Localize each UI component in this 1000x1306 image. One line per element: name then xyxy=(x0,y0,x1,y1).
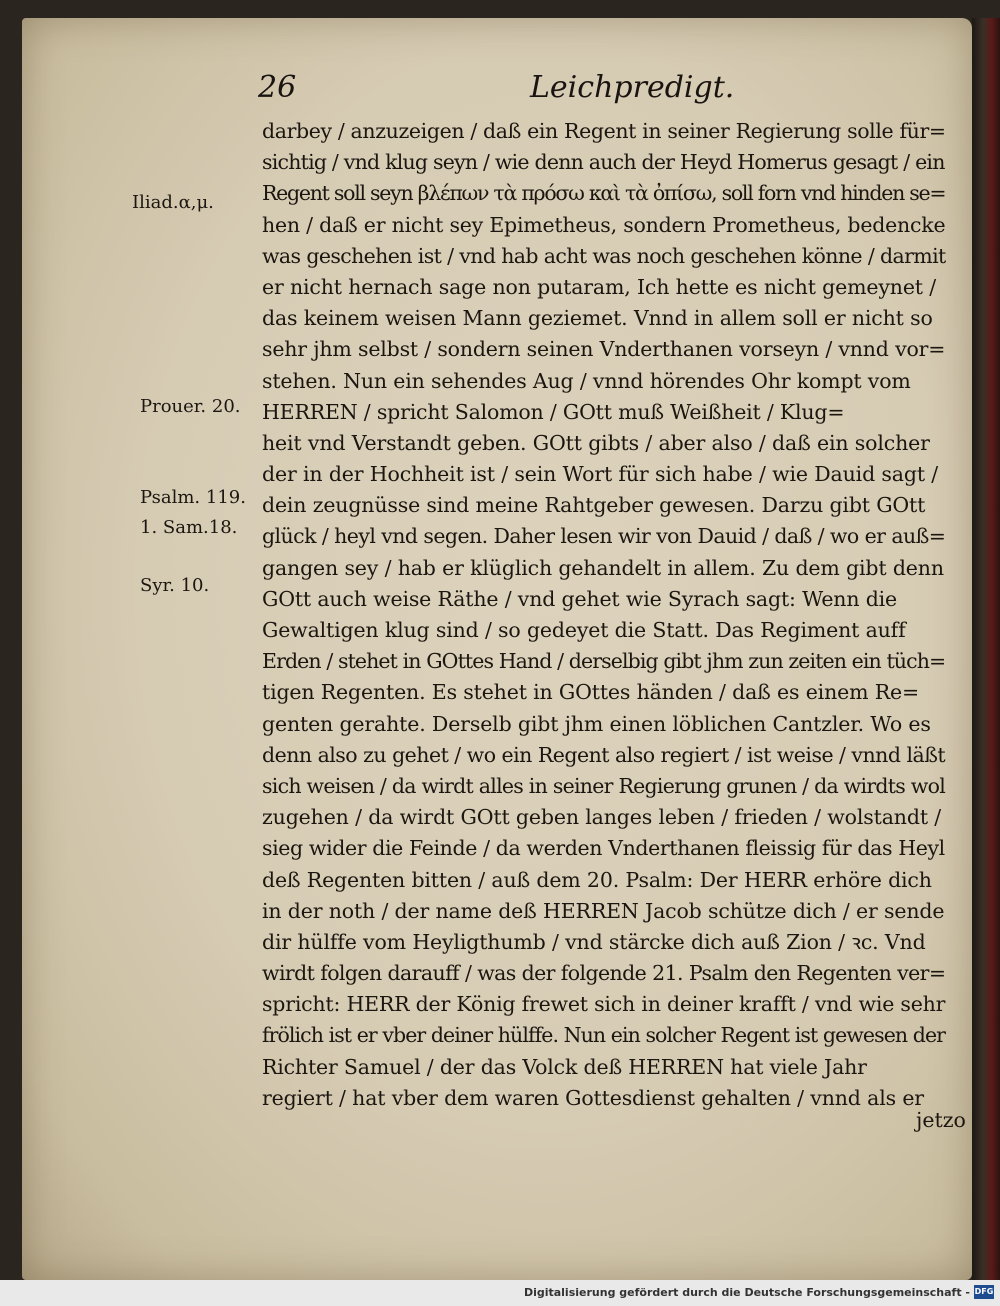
text-line: in der noth / der name deß HERREN Jacob schütze dich / er sende xyxy=(262,898,945,923)
running-title: Leichpredigt. xyxy=(530,70,735,105)
book-edge xyxy=(972,18,1000,1280)
text-line: gangen sey / hab er klüglich gehandelt in allem. Zu dem gibt denn xyxy=(262,555,944,580)
text-line: Regent soll seyn βλέπων τὰ πρόσω καὶ τὰ ὀπίσω, soll forn vnd hinden se= xyxy=(262,181,946,206)
text-line: hen / daß er nicht sey Epimetheus, sondern Prometheus, bedencke xyxy=(262,212,946,237)
footer-credit: Digitalisierung gefördert durch die Deutsche Forschungsgemeinschaft - xyxy=(523,1286,970,1299)
text-line: der in der Hochheit ist / sein Wort für sich habe / wie Dauid sagt / xyxy=(262,462,939,487)
text-line: heit vnd Verstandt geben. GOtt gibts / aber also / daß ein solcher xyxy=(262,430,930,455)
text-line: tigen Regenten. Es stehet in GOttes händen / daß es einem Re= xyxy=(262,680,919,705)
text-line: spricht: HERR der König frewet sich in deiner krafft / vnd wie sehr xyxy=(262,992,946,1017)
text-line: denn also zu gehet / wo ein Regent also regiert / ist weise / vnnd läßt xyxy=(262,742,946,767)
margin-note-1: Iliad.α,μ. xyxy=(132,192,214,213)
margin-note-5: Syr. 10. xyxy=(140,575,210,596)
text-line: stehen. Nun ein sehendes Aug / vnnd hörendes Ohr kompt vom xyxy=(262,368,911,393)
text-line: genten gerahte. Derselb gibt jhm einen löblichen Cantzler. Wo es xyxy=(262,711,931,736)
text-line: wirdt folgen darauff / was der folgende 21. Psalm den Regenten ver= xyxy=(262,961,946,986)
text-line: sich weisen / da wirdt alles in seiner Regierung grunen / da wirdts wol xyxy=(262,773,946,798)
text-line: GOtt auch weise Räthe / vnd gehet wie Syrach sagt: Wenn die xyxy=(262,586,897,611)
text-line: Gewaltigen klug sind / so gedeyet die Statt. Das Regiment auff xyxy=(262,618,906,642)
page-number: 26 xyxy=(258,70,297,105)
text-line: sehr jhm selbst / sondern seinen Vnderthanen vorseyn / vnnd vor= xyxy=(262,337,946,362)
text-line: glück / heyl vnd segen. Daher lesen wir von Dauid / daß / wo er auß= xyxy=(262,524,946,549)
margin-note-2: Prouer. 20. xyxy=(140,396,241,417)
text-line: er nicht hernach sage non putaram, Ich hette es nicht gemeynet / xyxy=(262,274,936,299)
body-text xyxy=(262,116,962,1114)
text-line: sieg wider die Feinde / da werden Vnderthanen fleissig für das Heyl xyxy=(262,836,945,861)
text-line: Erden / stehet in GOttes Hand / derselbig gibt jhm zun zeiten ein tüch= xyxy=(262,649,946,674)
catchword: jetzo xyxy=(916,1108,966,1132)
text-line: HERREN / spricht Salomon / GOtt muß Weißheit / Klug= xyxy=(262,399,845,424)
text-line: Richter Samuel / der das Volck deß HERREN hat viele Jahr xyxy=(262,1054,867,1079)
text-line: frölich ist er vber deiner hülffe. Nun ein solcher Regent ist gewesen der xyxy=(262,1023,946,1048)
text-line: dein zeugnüsse sind meine Rahtgeber gewesen. Darzu gibt GOtt xyxy=(262,493,926,518)
margin-note-3: Psalm. 119. xyxy=(140,487,246,508)
text-line: deß Regenten bitten / auß dem 20. Psalm: Der HERR erhöre dich xyxy=(262,867,932,892)
margin-note-4: 1. Sam.18. xyxy=(140,517,238,538)
text-line: dir hülffe vom Heyligthumb / vnd stärcke dich auß Zion / ꝛc. Vnd xyxy=(262,929,926,954)
dfg-logo-icon: DFG xyxy=(974,1285,994,1299)
text-line: sichtig / vnd klug seyn / wie denn auch der Heyd Homerus gesagt / ein xyxy=(262,150,945,175)
text-line: regiert / hat vber dem waren Gottesdienst gehalten / vnnd als er xyxy=(262,1085,924,1110)
text-line: darbey / anzuzeigen / daß ein Regent in seiner Regierung solle für= xyxy=(262,119,946,143)
text-line: das keinem weisen Mann geziemet. Vnnd in allem soll er nicht so xyxy=(262,306,933,331)
text-line: was geschehen ist / vnd hab acht was noch geschehen könne / darmit xyxy=(262,243,946,268)
text-line: zugehen / da wirdt GOtt geben langes leben / frieden / wolstandt / xyxy=(262,805,942,830)
